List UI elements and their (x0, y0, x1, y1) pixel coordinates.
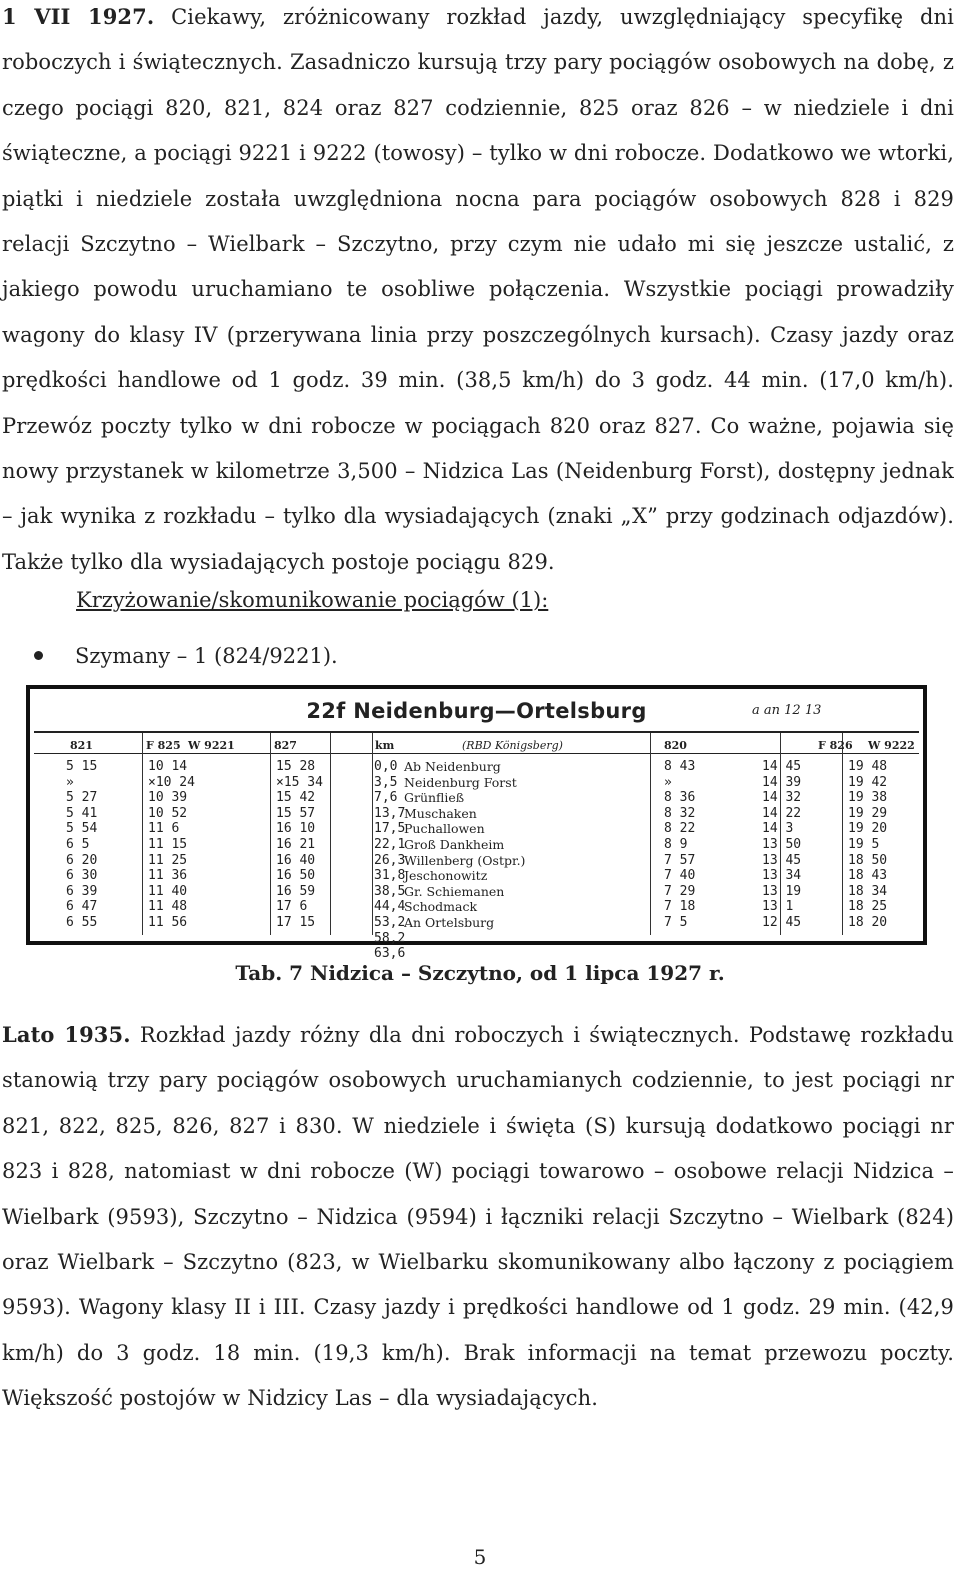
crossings-heading: Krzyżowanie/skomunikowanie pociągów (1): (76, 588, 549, 612)
header-821: 821 (70, 739, 93, 752)
header-rbd: (RBD Königsberg) (462, 739, 563, 752)
header-9221: W 9221 (188, 739, 235, 752)
column-rule (270, 733, 271, 935)
paragraph-1935 (2, 1012, 954, 1422)
column-827: 15 28 ×15 34 15 42 15 57 16 10 16 21 16 40 16 50 16 59 17 6 17 15 (276, 759, 323, 930)
crossings-list-item (34, 634, 338, 679)
timetable-note: a an 12 13 (752, 703, 822, 718)
header-9222: W 9222 (868, 739, 915, 752)
timetable-scan (26, 685, 927, 962)
column-rule (142, 733, 143, 935)
bullet-icon (34, 651, 43, 660)
crossing-text: Szymany – 1 (824/9221). (75, 644, 338, 668)
paragraph-body: Ciekawy, zróżnicowany rozkład jazdy, uwzględniający specyfikę dni roboczych i świątecznych. Zasadniczo kursują trzy pary pociągów osobowych na dobę, z czego pociągi 820, 821, 824 oraz 827 codziennie, 825 oraz 826 – w niedziele i dni świąteczne, a pociągi 9221 i 9222 (towosy) – tylko w dni robocze. Dodatkowo we wtorki, piątki i niedziele została uwzględniona nocna para pociągów osobowych 828 i 829 relacji Szczytno – Wielbark – Szczytno, przy czym nie udało mi się jeszcze ustalić, z jakiego powodu uruchamiano te osobliwe połączenia. Wszystkie pociągi prowadziły wagony do klasy IV (przerywana linia przy poszczególnych kursach). Czasy jazdy oraz prędkości handlowe od 1 godz. 39 min. (38,5 km/h) do 3 godz. 44 min. (17,0 km/h). Przewóz poczty tylko w dni robocze w pociągach 820 oraz 827. Co ważne, pojawia się nowy przystanek w kilometrze 3,500 – Nidzica Las (Neidenburg Forst), dostępny jednak – jak wynika z rozkładu – tylko dla wysiadających (znaki „X” przy godzinach odjazdów). Także tylko dla wysiadających postoje pociągu 829. (2, 5, 954, 574)
paragraph-lead: Lato 1935. (2, 1022, 131, 1047)
column-828: 19 48 19 42 19 38 19 29 19 20 19 5 18 50 18 43 18 34 18 25 18 20 (848, 759, 888, 930)
column-stations: Ab Neidenburg Neidenburg Forst Grünfließ Muschaken Puchallowen Groß Dankheim Willenberg (Ostpr.) Jeschonowitz Gr. Schiemanen Schodmack An Ortelsburg (404, 759, 526, 930)
column-821: 5 15 » 5 27 5 41 5 54 6 5 6 20 6 30 6 39 6 47 6 55 (66, 759, 98, 930)
divider (34, 731, 919, 733)
paragraph-1927 (2, 0, 954, 585)
timetable-title: 22f Neidenburg—Ortelsburg (306, 699, 647, 723)
header-825: F 825 (146, 739, 181, 752)
paragraph-lead: 1 VII 1927. (2, 4, 155, 29)
column-9221: 10 14 ×10 24 10 39 10 52 11 6 11 15 11 25 11 36 11 40 11 48 11 56 (148, 759, 195, 930)
column-km: 0,0 3,5 7,6 13,7 17,5 22,1 26,3 31,8 38,5 44,4 53,2 58,2 63,6 (374, 759, 406, 962)
column-rule (842, 733, 843, 935)
column-820: 8 43 » 8 36 8 32 8 22 8 9 7 57 7 40 7 29 7 18 7 5 (664, 759, 696, 930)
header-827: 827 (274, 739, 297, 752)
column-rule (650, 733, 651, 935)
column-rule (330, 733, 331, 935)
page-number: 5 (473, 1545, 487, 1569)
paragraph-body: Rozkład jazdy różny dla dni roboczych i świątecznych. Podstawę rozkładu stanowią trzy pary pociągów osobowych uruchamianych codziennie, to jest pociągi nr 821, 822, 825, 826, 827 i 830. W niedziele i święta (S) kursują dodatkowo pociągi nr 823 i 828, natomiast w dni robocze (W) pociągi towarowo – osobowe relacji Nidzica – Wielbark (9593), Szczytno – Nidzica (9594) i łączniki relacji Szczytno – Wielbark (824) oraz Wielbark – Szczytno (823, w Wielbarku skomunikowany albo łączony z pociągiem 9593). Wagony klasy II i III. Czasy jazdy i prędkości handlowe od 1 godz. 29 min. (42,9 km/h) do 3 godz. 18 min. (19,3 km/h). Brak informacji na temat przewozu poczty. Większość postojów w Nidzicy Las – dla wysiadających. (2, 1023, 954, 1411)
column-9222: 14 45 14 39 14 32 14 22 14 3 13 50 13 45 13 34 13 19 13 1 12 45 (762, 759, 802, 930)
column-rule (372, 733, 373, 935)
header-826: F 826 (818, 739, 853, 752)
divider (34, 753, 919, 754)
header-820: 820 (664, 739, 687, 752)
table-caption: Tab. 7 Nidzica – Szczytno, od 1 lipca 1927 r. (235, 961, 725, 985)
header-km: km (375, 739, 395, 752)
